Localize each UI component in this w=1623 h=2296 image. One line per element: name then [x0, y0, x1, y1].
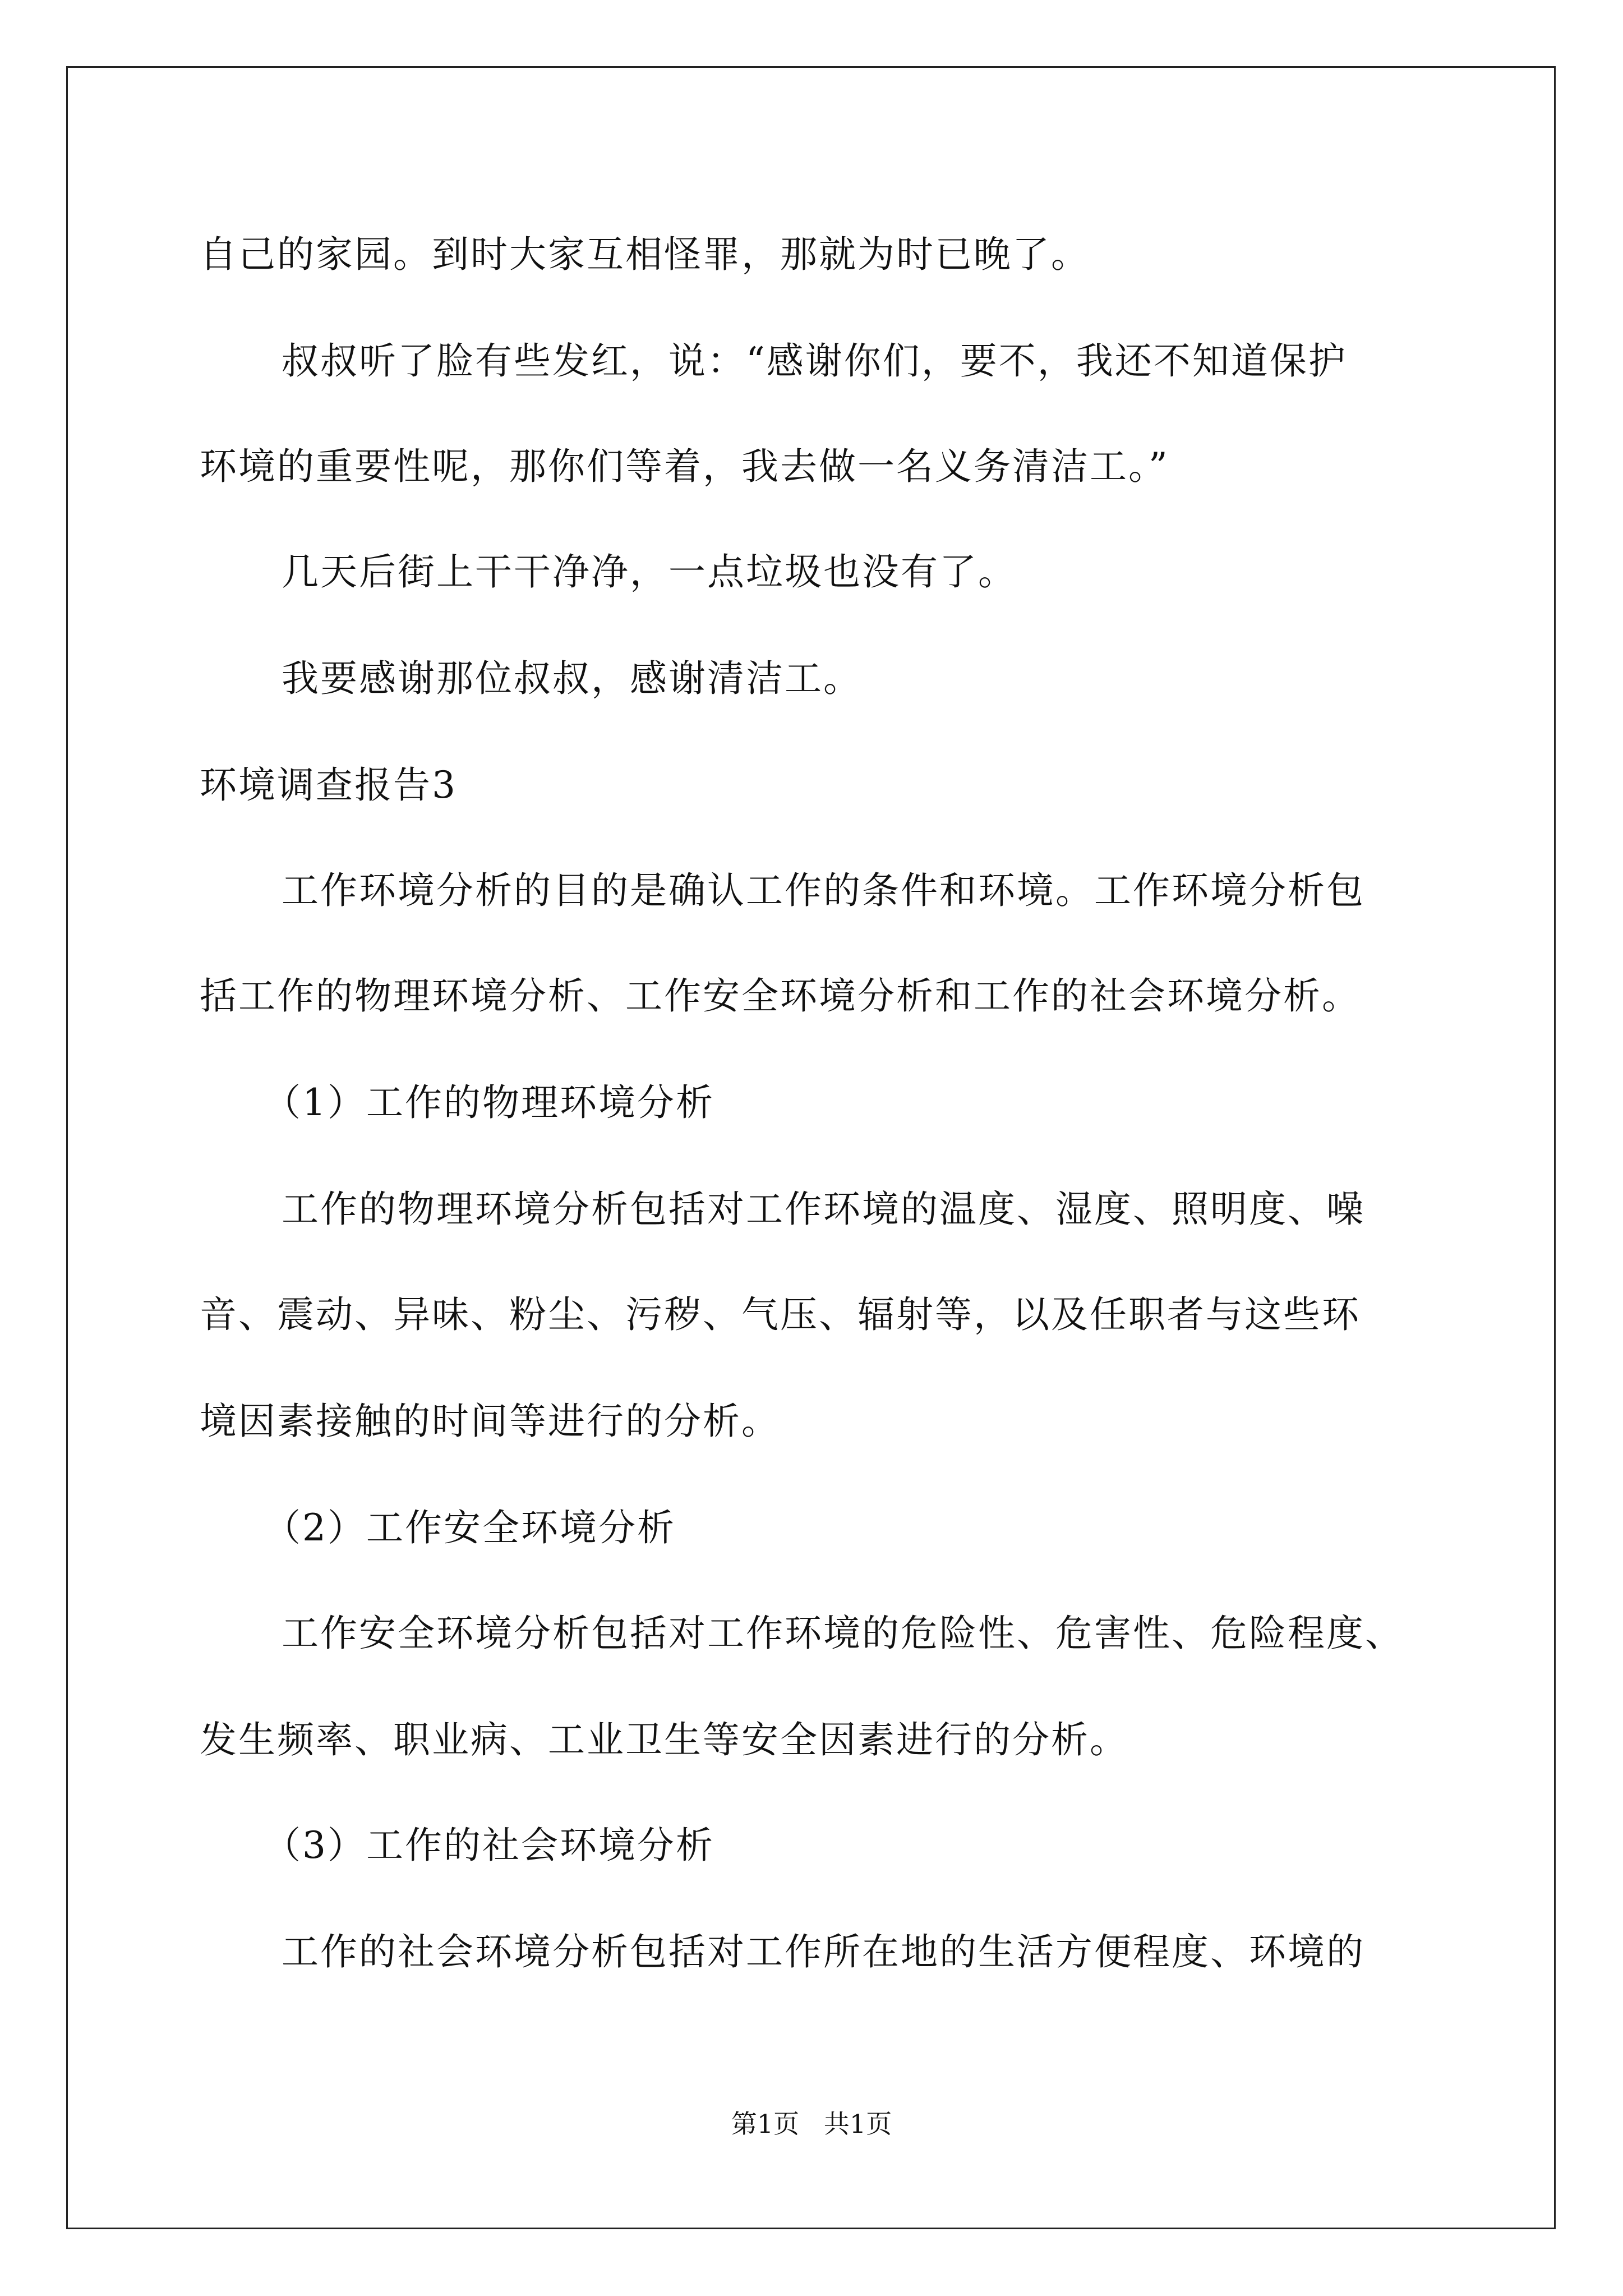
- text-line: 环境的重要性呢，那你们等着，我去做一名义务清洁工。”: [200, 445, 1169, 488]
- text-line: 叔叔听了脸有些发红，说：“感谢你们，要不，我还不知道保护: [282, 339, 1347, 383]
- text-line: 自己的家园。到时大家互相怪罪，那就为时已晚了。: [200, 233, 1090, 276]
- text-line: 工作的物理环境分析包括对工作环境的温度、湿度、照明度、噪: [282, 1188, 1365, 1231]
- text-line: 工作环境分析的目的是确认工作的条件和环境。工作环境分析包: [282, 869, 1365, 912]
- text-line: 发生频率、职业病、工业卫生等安全因素进行的分析。: [200, 1718, 1128, 1761]
- subheading: （2）工作安全环境分析: [264, 1506, 676, 1549]
- subheading: （3）工作的社会环境分析: [264, 1824, 714, 1867]
- text-line: 工作安全环境分析包括对工作环境的危险性、危害性、危险程度、: [282, 1612, 1404, 1655]
- section-heading: 环境调查报告3: [200, 763, 457, 807]
- text-line: 括工作的物理环境分析、工作安全环境分析和工作的社会环境分析。: [200, 974, 1361, 1018]
- page-footer: 第1页 共1页: [731, 2109, 892, 2139]
- text-line: 我要感谢那位叔叔，感谢清洁工。: [282, 657, 862, 700]
- text-line: 工作的社会环境分析包括对工作所在地的生活方便程度、环境的: [282, 1930, 1365, 1973]
- text-line: 境因素接触的时间等进行的分析。: [200, 1400, 780, 1443]
- subheading: （1）工作的物理环境分析: [264, 1081, 714, 1124]
- text-line: 几天后街上干干净净，一点垃圾也没有了。: [282, 550, 1017, 593]
- text-line: 音、震动、异味、粉尘、污秽、气压、辐射等，以及任职者与这些环: [200, 1293, 1361, 1336]
- page-frame: [66, 66, 1556, 2229]
